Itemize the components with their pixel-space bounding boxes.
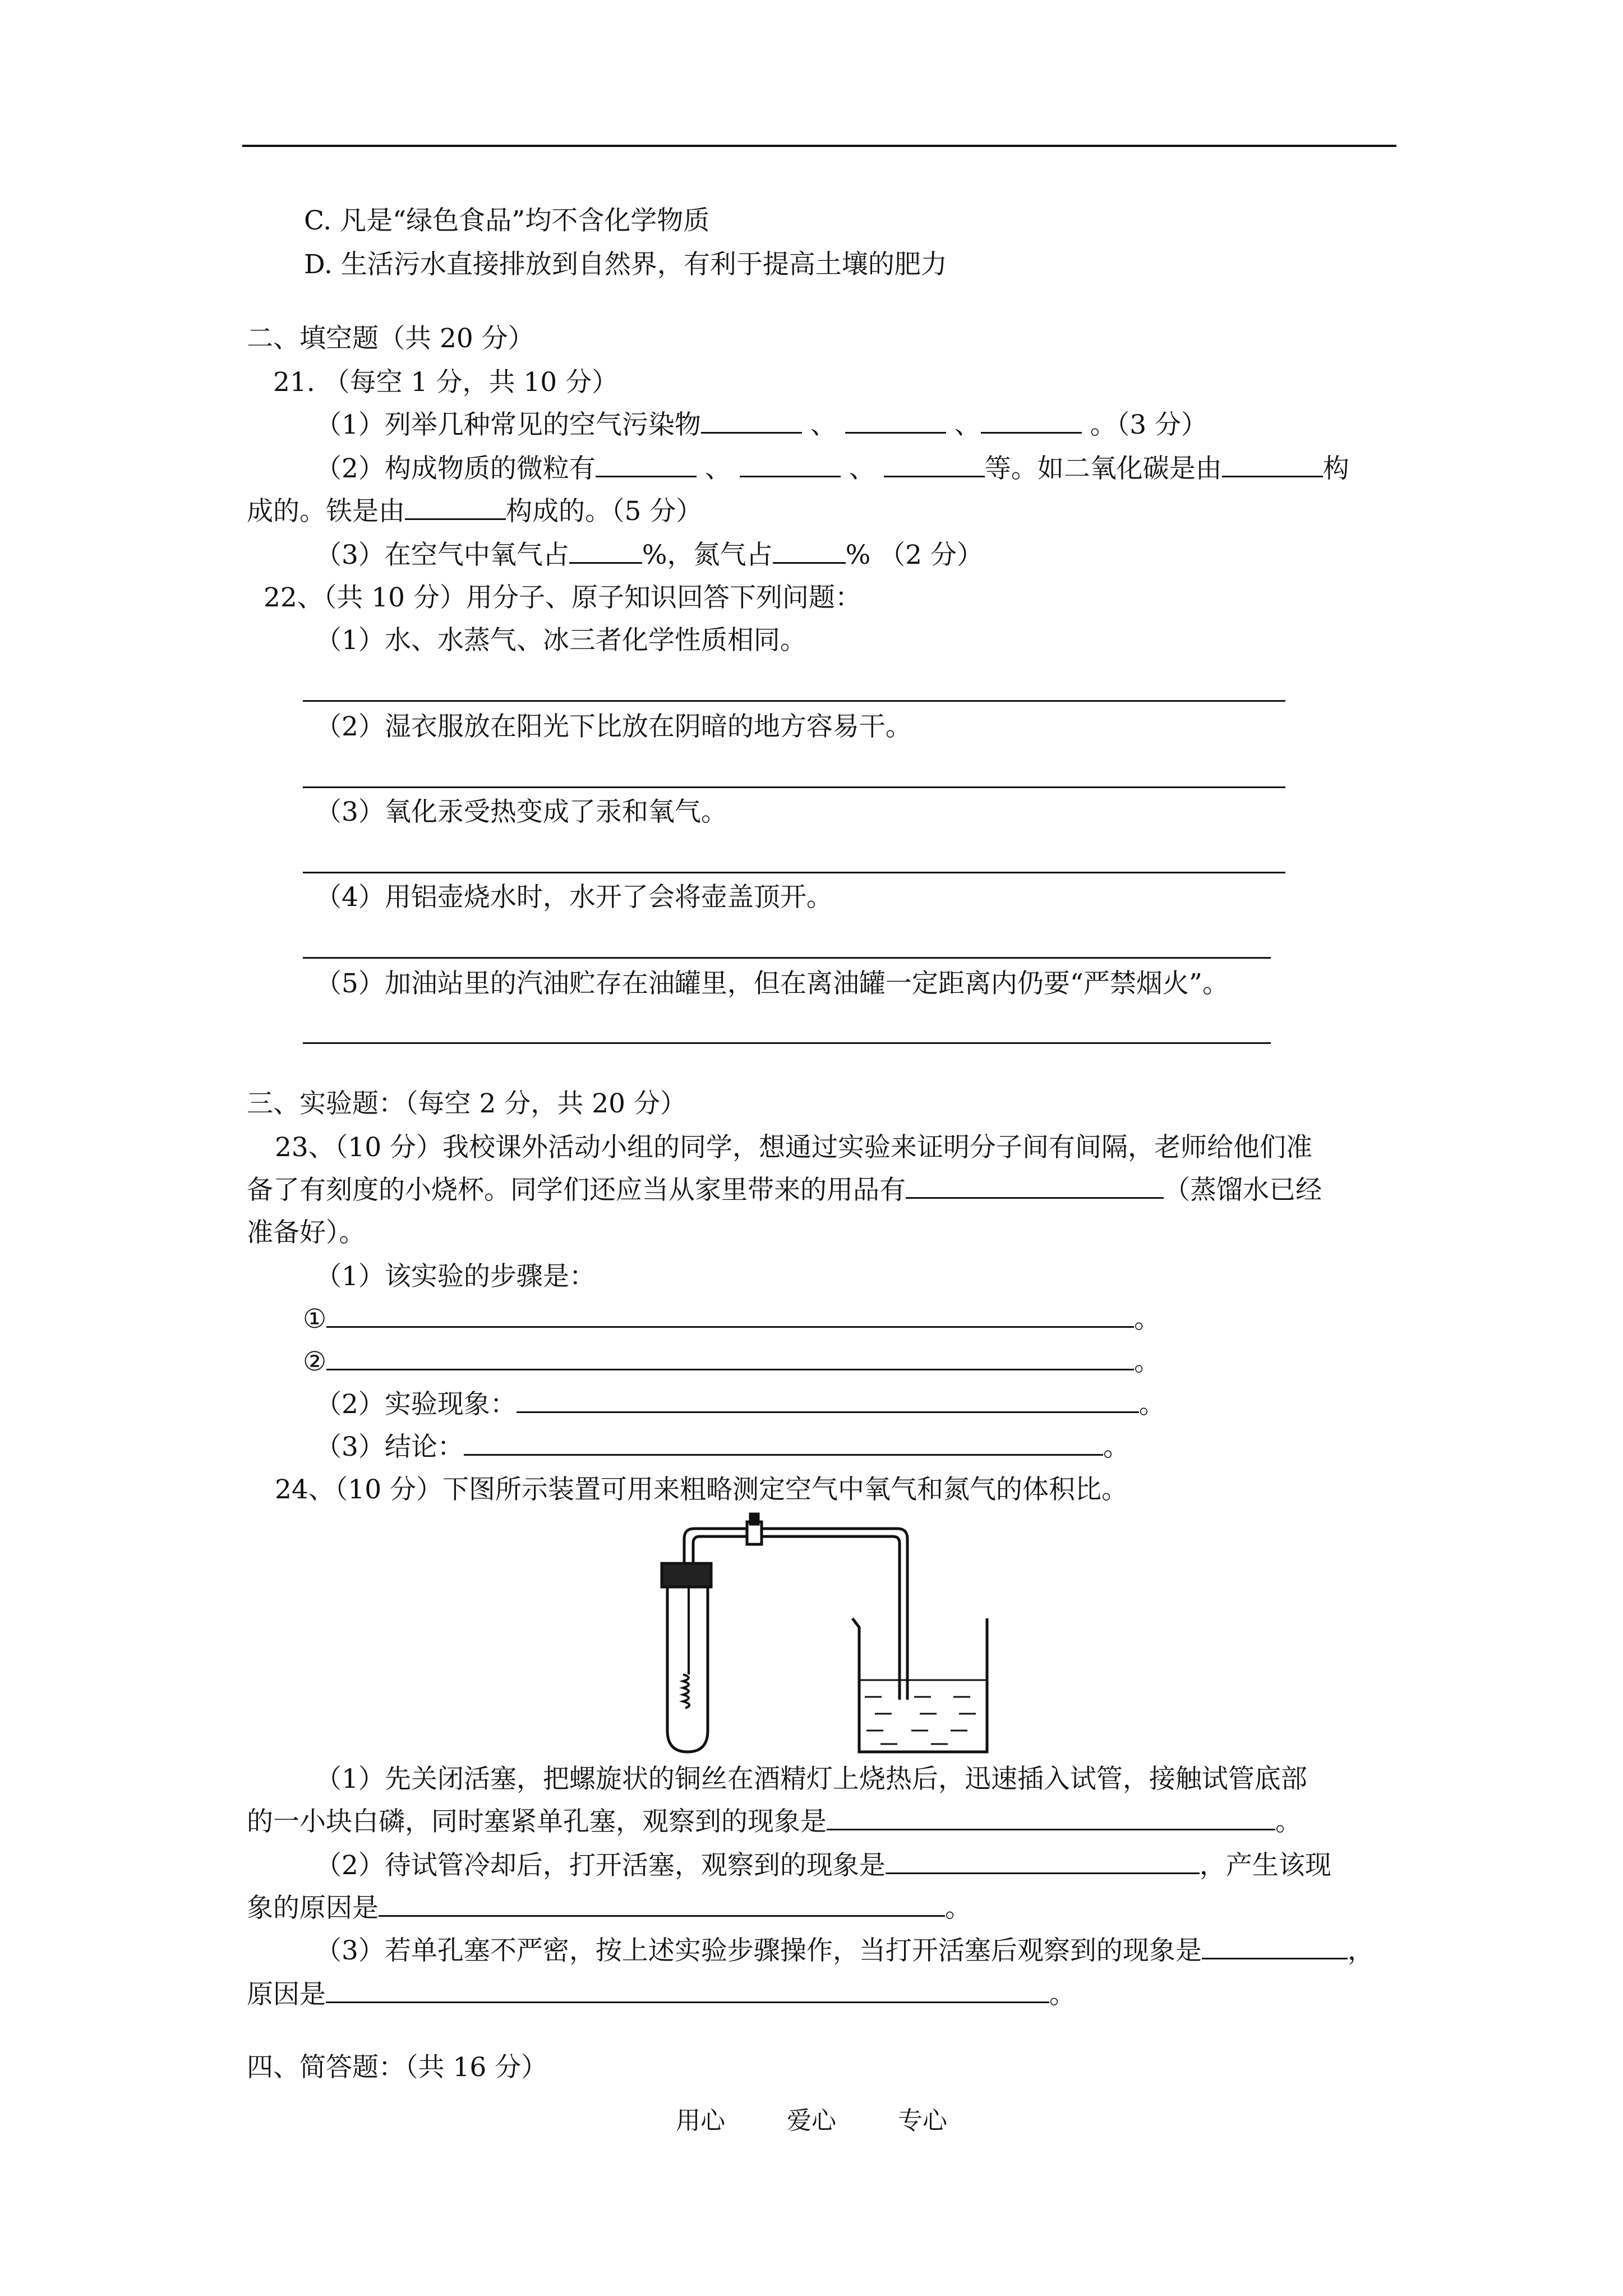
answer-line[interactable]: [303, 786, 1285, 788]
answer-blank[interactable]: [906, 1174, 1164, 1199]
question-23-step-2: ② 。: [303, 1346, 1161, 1377]
apparatus-diagram: [639, 1512, 998, 1759]
question-22-item-3: （3）氧化汞受热变成了汞和氧气。: [315, 797, 727, 827]
question-24-header: 24、（10 分）下图所示装置可用来粗略测定空气中氧气和氮气的体积比。: [275, 1474, 1128, 1505]
page-footer: [0, 2100, 1623, 2136]
question-22-item-4: （4）用铝壶烧水时，水开了会将壶盖顶开。: [315, 882, 833, 913]
question-23-line-1: 23、（10 分）我校课外活动小组的同学，想通过实验来证明分子间有间隔，老师给他们准: [275, 1132, 1313, 1163]
question-24-part-2: （2）待试管冷却后，打开活塞，观察到的现象是 ，产生该现: [315, 1850, 1331, 1881]
answer-blank[interactable]: [884, 452, 985, 477]
answer-blank[interactable]: [886, 1849, 1200, 1874]
copper-spiral: [683, 1674, 689, 1708]
question-22-item-2: （2）湿衣服放在阳光下比放在阴暗的地方容易干。: [315, 711, 912, 742]
answer-blank[interactable]: [596, 452, 697, 477]
question-24-part-2-cont: 象的原因是 。: [247, 1893, 971, 1924]
answer-blank[interactable]: [326, 1303, 1134, 1328]
answer-blank[interactable]: [326, 1978, 1049, 2003]
question-22-header: 22、（共 10 分）用分子、原子知识回答下列问题：: [264, 582, 861, 613]
answer-line[interactable]: [303, 700, 1285, 702]
answer-blank[interactable]: [981, 408, 1082, 434]
answer-line[interactable]: [303, 957, 1271, 959]
beaker: [852, 1618, 987, 1752]
connecting-tube: [684, 1529, 907, 1700]
answer-line[interactable]: [303, 1042, 1271, 1044]
question-23-phenomenon: （2）实验现象： 。: [315, 1389, 1165, 1420]
question-24-part-3: （3）若单孔塞不严密，按上述实验步骤操作，当打开活塞后观察到的现象是 ，: [315, 1935, 1374, 1966]
answer-blank[interactable]: [1222, 452, 1323, 477]
question-21-part-1: （1）列举几种常见的空气污染物 、 、 。（3 分）: [315, 409, 1208, 440]
answer-blank[interactable]: [773, 539, 846, 564]
question-22-item-1: （1）水、水蒸气、冰三者化学性质相同。: [315, 625, 806, 656]
question-24-part-1-cont: 的一小块白磷，同时塞紧单孔塞，观察到的现象是 。: [247, 1806, 1302, 1837]
question-23-line-2: 备了有刻度的小烧杯。同学们还应当从家里带来的用品有 （蒸馏水已经: [247, 1175, 1322, 1205]
question-24-part-3-cont: 原因是 。: [247, 1979, 1076, 2010]
question-21-header: 21. （每空 1 分，共 10 分）: [273, 367, 619, 398]
answer-blank[interactable]: [517, 1388, 1139, 1413]
question-23-line-3: 准备好）。: [247, 1217, 366, 1248]
section-title-short-answer: 四、简答题：（共 16 分）: [247, 2052, 548, 2083]
question-21-part-2-cont: 成的。铁是由 构成的。（5 分）: [247, 496, 703, 527]
option-c: C. 凡是“绿色食品”均不含化学物质: [304, 205, 710, 236]
answer-blank[interactable]: [827, 1805, 1275, 1830]
footer-text: 用心: [676, 2106, 725, 2135]
section-title-experiment: 三、实验题：（每空 2 分，共 20 分）: [247, 1088, 686, 1119]
question-21-part-2: （2）构成物质的微粒有 、 、 等。如二氧化碳是由 构: [315, 453, 1349, 484]
answer-blank[interactable]: [701, 408, 802, 434]
question-23-conclusion: （3）结论： 。: [315, 1432, 1129, 1462]
question-24-part-1: （1）先关闭活塞，把螺旋状的铜丝在酒精灯上烧热后，迅速插入试管，接触试管底部: [315, 1764, 1307, 1795]
question-22-item-5: （5）加油站里的汽油贮存在油罐里，但在离油罐一定距离内仍要“严禁烟火”。: [315, 968, 1229, 999]
answer-blank[interactable]: [1202, 1934, 1348, 1959]
section-title-fill-in: 二、填空题（共 20 分）: [247, 323, 534, 354]
answer-blank[interactable]: [326, 1345, 1134, 1370]
water-dashes: [865, 1697, 976, 1744]
answer-blank[interactable]: [740, 452, 841, 477]
answer-blank[interactable]: [379, 1892, 945, 1917]
rubber-stopper: [662, 1563, 711, 1587]
question-23-step-1: ① 。: [303, 1304, 1161, 1335]
answer-blank[interactable]: [569, 539, 642, 564]
answer-blank[interactable]: [845, 408, 946, 434]
answer-blank[interactable]: [405, 495, 506, 520]
answer-line[interactable]: [303, 872, 1285, 873]
question-21-part-3: （3）在空气中氧气占 %，氮气占 % （2 分）: [315, 540, 984, 570]
answer-blank[interactable]: [464, 1430, 1103, 1456]
header-rule: [242, 145, 1396, 147]
option-d: D. 生活污水直接排放到自然界，有利于提高土壤的肥力: [304, 249, 947, 280]
footer-text: 爱心: [787, 2106, 836, 2135]
question-23-steps-label: （1）该实验的步骤是：: [315, 1261, 596, 1292]
footer-text: 专心: [898, 2106, 947, 2135]
